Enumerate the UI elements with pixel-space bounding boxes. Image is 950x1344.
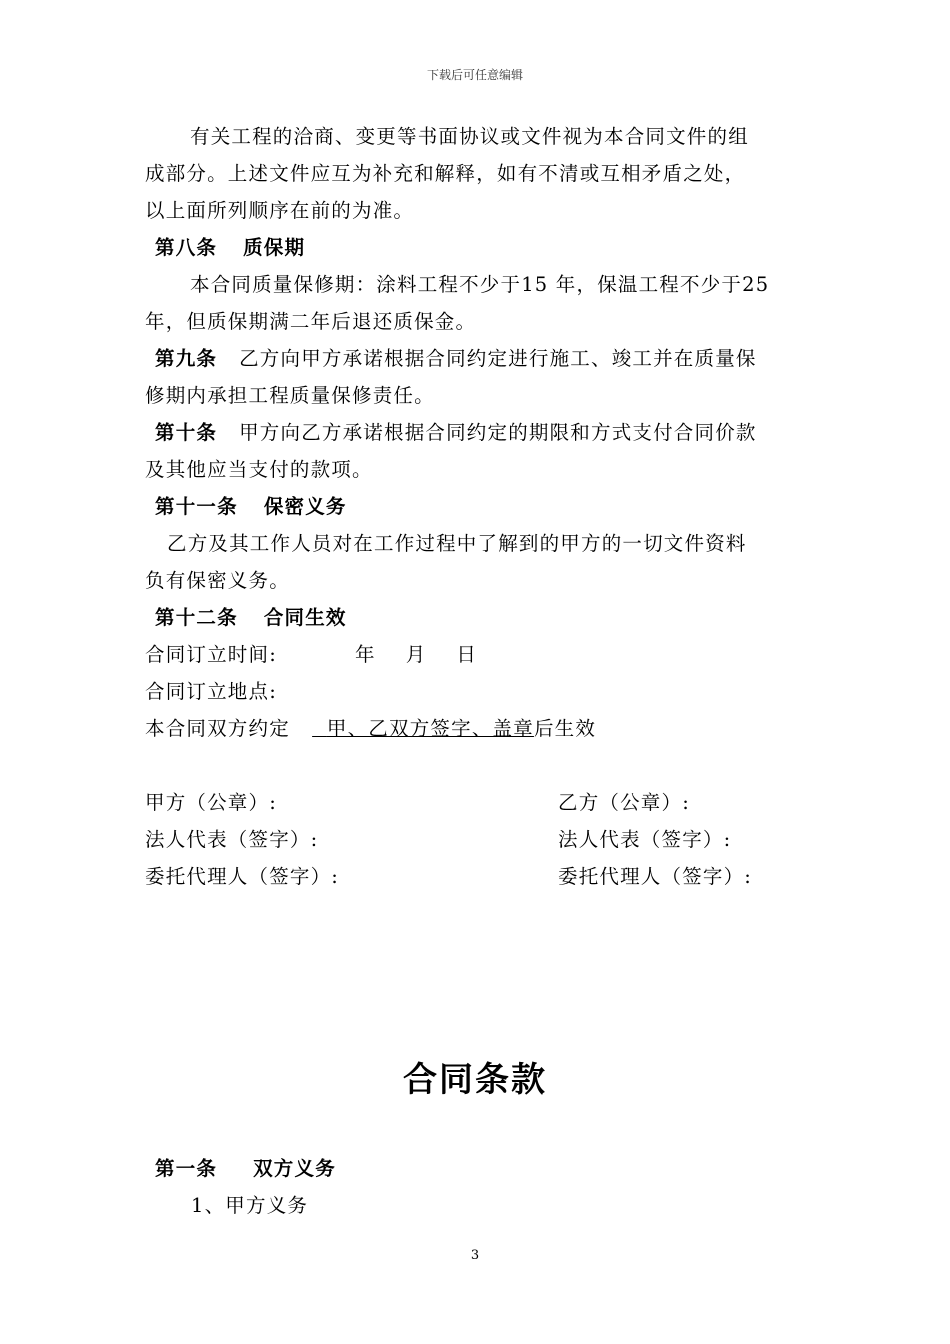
party-b-rep: 法人代表（签字）: (558, 828, 732, 851)
article-9-number: 第九条 (155, 347, 218, 370)
party-b-agent: 委托代理人（签字）: (558, 865, 753, 888)
article-11-number: 第十一条 (155, 495, 238, 518)
clause-1-title: 双方义务 (253, 1157, 336, 1180)
article-8-title: 质保期 (243, 236, 306, 259)
signature-row-rep (145, 821, 810, 858)
signature-row-agent (145, 858, 810, 895)
page-header: 下载后可任意编辑 (426, 68, 523, 82)
date-month: 月 (405, 643, 427, 666)
article-12-number: 第十二条 (155, 606, 238, 629)
contract-place-label: 合同订立地点: (145, 680, 277, 703)
clause-1-number: 第一条 (155, 1157, 218, 1180)
contract-date-label: 合同订立时间: (145, 643, 277, 666)
spacer (145, 747, 810, 784)
signature-row-seal (145, 784, 810, 821)
article-9-text: 乙方向甲方承诺根据合同约定进行施工、竣工并在质量保 (239, 347, 757, 370)
article-9-line-2: 修期内承担工程质量保修责任。 (145, 384, 435, 407)
article-12-heading (145, 599, 810, 636)
intro-line-2: 成部分。上述文件应互为补充和解释，如有不清或互相矛盾之处， (145, 162, 746, 185)
agreement-suffix: 后生效 (533, 717, 597, 740)
article-11-line-2: 负有保密义务。 (145, 569, 290, 592)
clause-1-sub-1: 1、甲方义务 (191, 1194, 309, 1217)
section-title: 合同条款 (403, 1060, 547, 1100)
party-a-seal: 甲方（公章）: (145, 791, 277, 814)
agreement-label: 本合同双方约定 (145, 717, 290, 740)
page-number: 3 (470, 1248, 480, 1263)
article-8-line-2: 年，但质保期满二年后退还质保金。 (145, 310, 477, 333)
intro-line-3: 以上面所列顺序在前的为准。 (145, 199, 415, 222)
date-year: 年 (354, 643, 376, 666)
article-11-line-1: 乙方及其工作人员对在工作过程中了解到的甲方的一切文件资料 (167, 532, 747, 555)
party-a-agent: 委托代理人（签字）: (145, 865, 340, 888)
article-10-line-2: 及其他应当支付的款项。 (145, 458, 373, 481)
agreement-underlined-text: 甲、乙双方签字、盖章 (326, 717, 534, 740)
clause-section (155, 1150, 336, 1224)
article-10-line-1 (145, 414, 810, 451)
article-9-line-1 (145, 340, 810, 377)
article-8-heading (145, 229, 810, 266)
contract-date-line (145, 636, 810, 673)
article-8-number: 第八条 (155, 236, 218, 259)
article-11-heading (145, 488, 810, 525)
article-10-number: 第十条 (155, 421, 218, 444)
date-day: 日 (456, 643, 478, 666)
article-8-line-1: 本合同质量保修期：涂料工程不少于15 年，保温工程不少于25 (190, 273, 770, 296)
article-12-title: 合同生效 (263, 606, 347, 629)
document-body (145, 118, 810, 895)
party-b-seal: 乙方（公章）: (558, 791, 690, 814)
clause-1-heading (155, 1150, 336, 1187)
article-10-text: 甲方向乙方承诺根据合同约定的期限和方式支付合同价款 (239, 421, 757, 444)
article-11-title: 保密义务 (263, 495, 347, 518)
agreement-underlined (312, 717, 534, 740)
contract-agreement-line (145, 710, 810, 747)
party-a-rep: 法人代表（签字）: (145, 828, 319, 851)
intro-line-1: 有关工程的洽商、变更等书面协议或文件视为本合同文件的组 (190, 125, 749, 148)
